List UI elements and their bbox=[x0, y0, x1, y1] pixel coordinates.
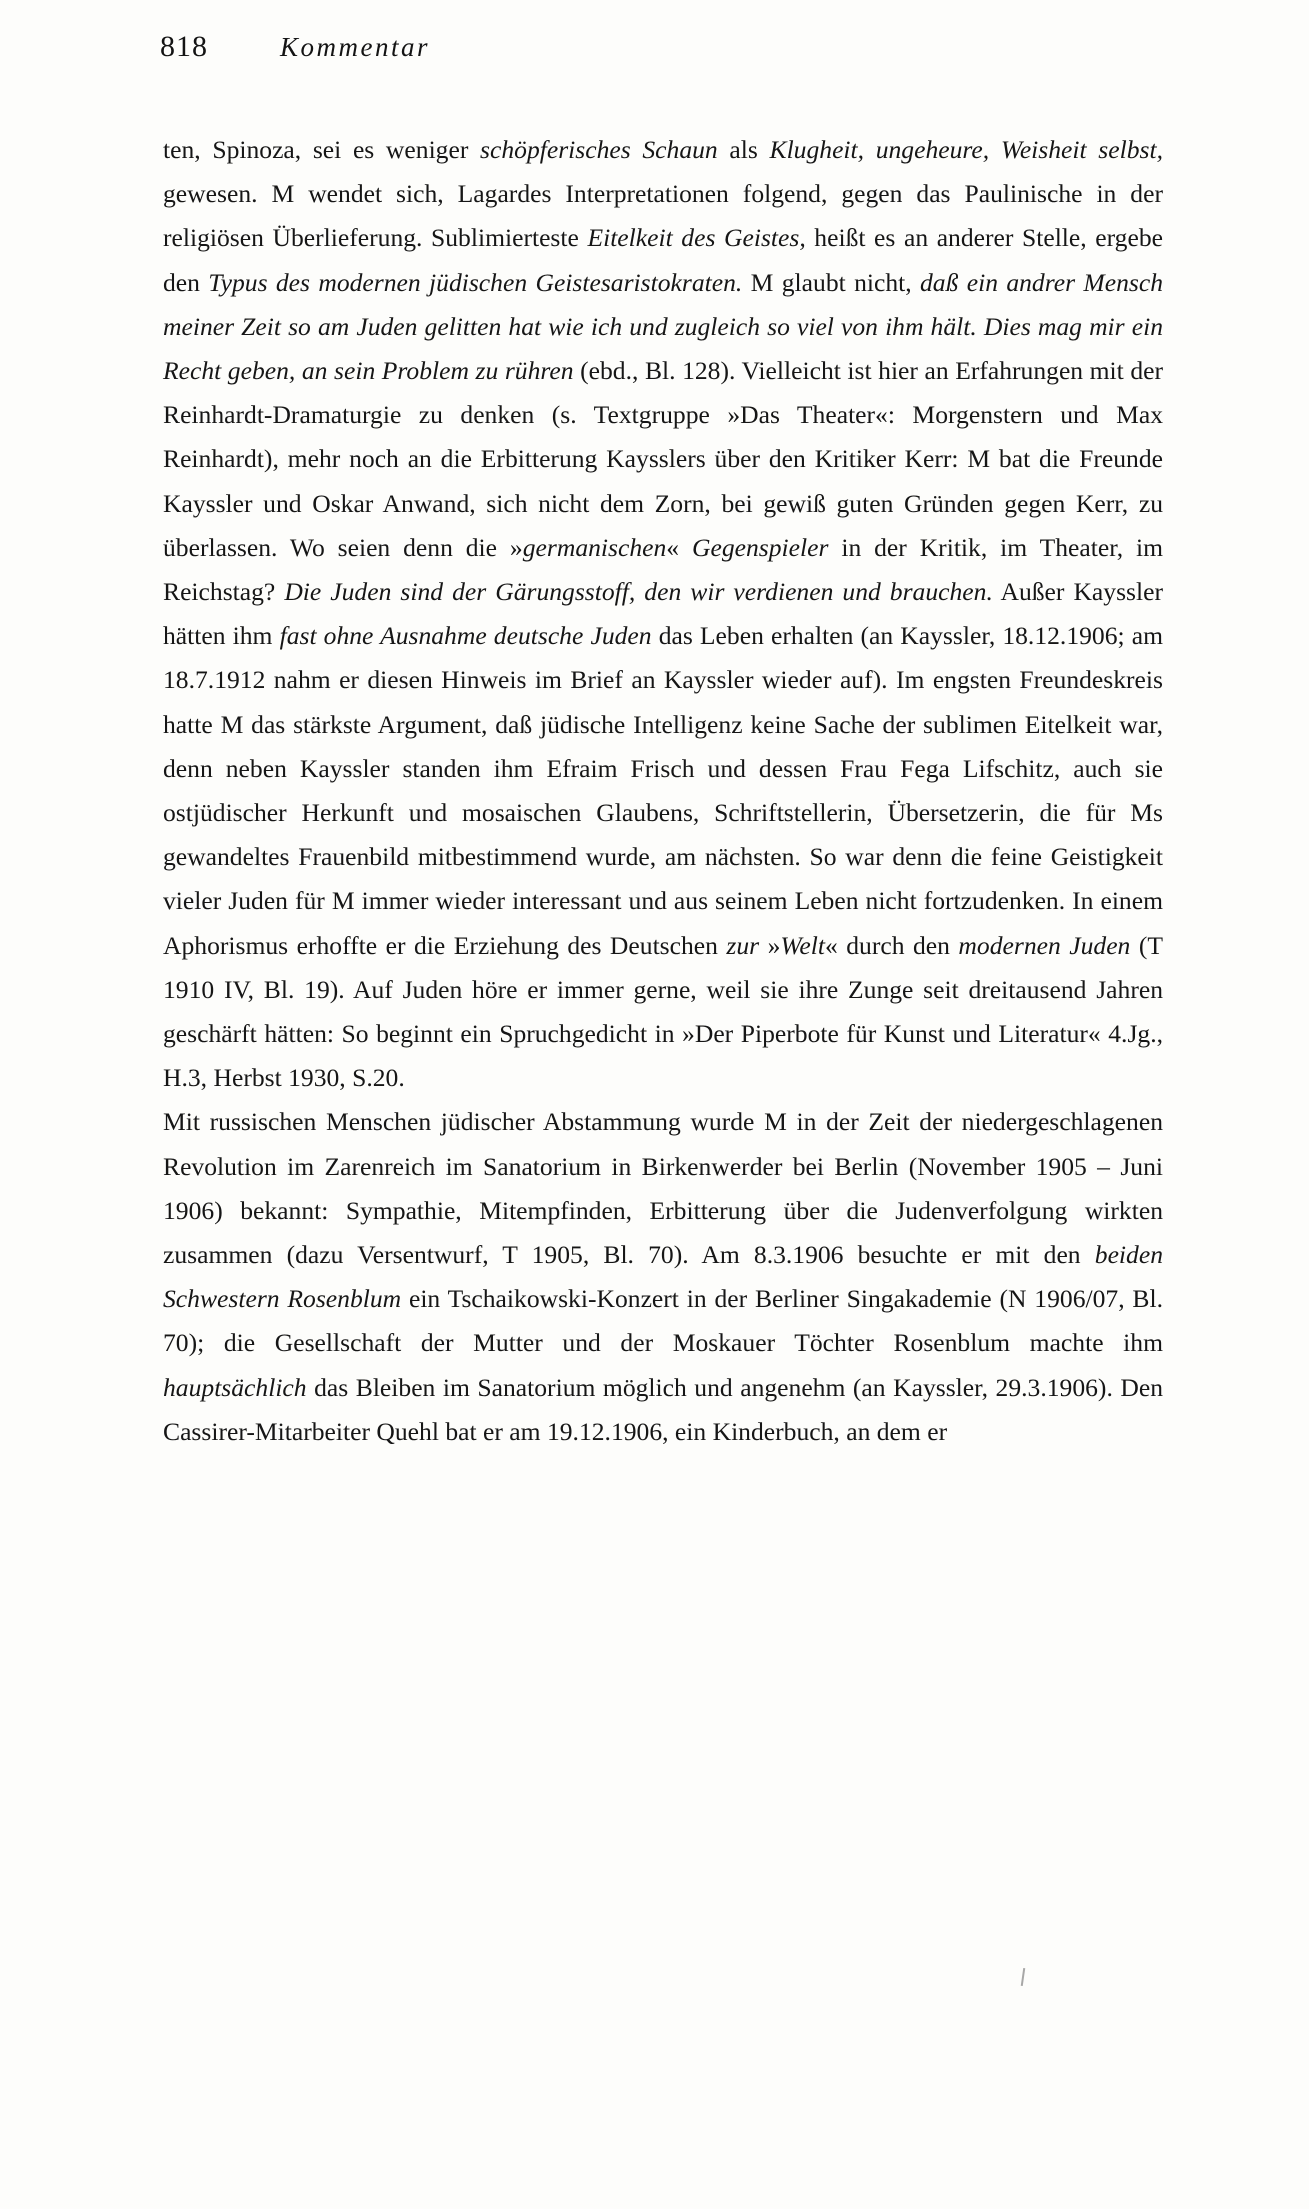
running-head: Kommentar bbox=[280, 32, 430, 62]
paragraph-1: ten, Spinoza, sei es weniger schöpferisches Schaun als Klugheit, ungeheure, Weisheit selbst, gewesen. M wendet sich, Lagardes Interpretationen folgend, gegen das Paulinische in der religiösen Überlieferung. Sublimierteste Eitelkeit des Geistes, heißt es an anderer Stelle, ergebe den Typus des modernen jüdischen Geistesaristokraten. M glaubt nicht, daß ein andrer Mensch meiner Zeit so am Juden gelitten hat wie ich und zugleich so viel von ihm hält. Dies mag mir ein Recht geben, an sein Problem zu rühren (ebd., Bl. 128). Vielleicht ist hier an Erfahrungen mit der Reinhardt-Dramaturgie zu denken (s. Textgruppe »Das Theater«: Morgenstern und Max Reinhardt), mehr noch an die Erbitterung Kaysslers über den Kritiker Kerr: M bat die Freunde Kayssler und Oskar Anwand, sich nicht dem Zorn, bei gewiß guten Gründen gegen Kerr, zu überlassen. Wo seien denn die »germanischen« Gegenspieler in der Kritik, im Theater, im Reichstag? Die Juden sind der Gärungsstoff, den wir verdienen und brauchen. Außer Kayssler hätten ihm fast ohne Ausnahme deutsche Juden das Leben erhalten (an Kayssler, 18.12.1906; am 18.7.1912 nahm er diesen Hinweis im Brief an Kayssler wieder auf). Im engsten Freundeskreis hatte M das stärkste Argument, daß jüdische Intelligenz keine Sache der sublimen Eitelkeit war, denn neben Kayssler standen ihm Efraim Frisch und dessen Frau Fega Lifschitz, auch sie ostjüdischer Herkunft und mosaischen Glaubens, Schriftstellerin, Übersetzerin, die für Ms gewandeltes Frauenbild mitbestimmend wurde, am nächsten. So war denn die feine Geistigkeit vieler Juden für M immer wieder interessant und aus seinem Leben nicht fortzudenken. In einem Aphorismus erhoffte er die Erziehung des Deutschen zur »Welt« durch den modernen Juden (T 1910 IV, Bl. 19). Auf Juden höre er immer gerne, weil sie ihre Zunge seit dreitausend Jahren geschärft hätten: So beginnt ein Spruchgedicht in »Der Piperbote für Kunst und Literatur« 4.Jg., H.3, Herbst 1930, S.20. bbox=[163, 135, 1164, 1093]
page-header bbox=[160, 30, 1160, 80]
page-number: 818 bbox=[160, 30, 208, 63]
page-margin-mark bbox=[1021, 1968, 1025, 1986]
body-text bbox=[163, 128, 1163, 1454]
paragraph-2: Mit russischen Menschen jüdischer Abstammung wurde M in der Zeit der niedergeschlagenen Revolution im Zarenreich im Sanatorium in Birkenwerder bei Berlin (November 1905 – Juni 1906) bekannt: Sympathie, Mitempfinden, Erbitterung über die Judenverfolgung wirkten zusammen (dazu Versentwurf, T 1905, Bl. 70). Am 8.3.1906 besuchte er mit den beiden Schwestern Rosenblum ein Tschaikowski-Konzert in der Berliner Singakademie (N 1906/07, Bl. 70); die Gesellschaft der Mutter und der Moskauer Töchter Rosenblum machte ihm hauptsächlich das Bleiben im Sanatorium möglich und angenehm (an Kayssler, 29.3.1906). Den Cassirer-Mitarbeiter Quehl bat er am 19.12.1906, ein Kinderbuch, an dem er bbox=[163, 1107, 1163, 1446]
